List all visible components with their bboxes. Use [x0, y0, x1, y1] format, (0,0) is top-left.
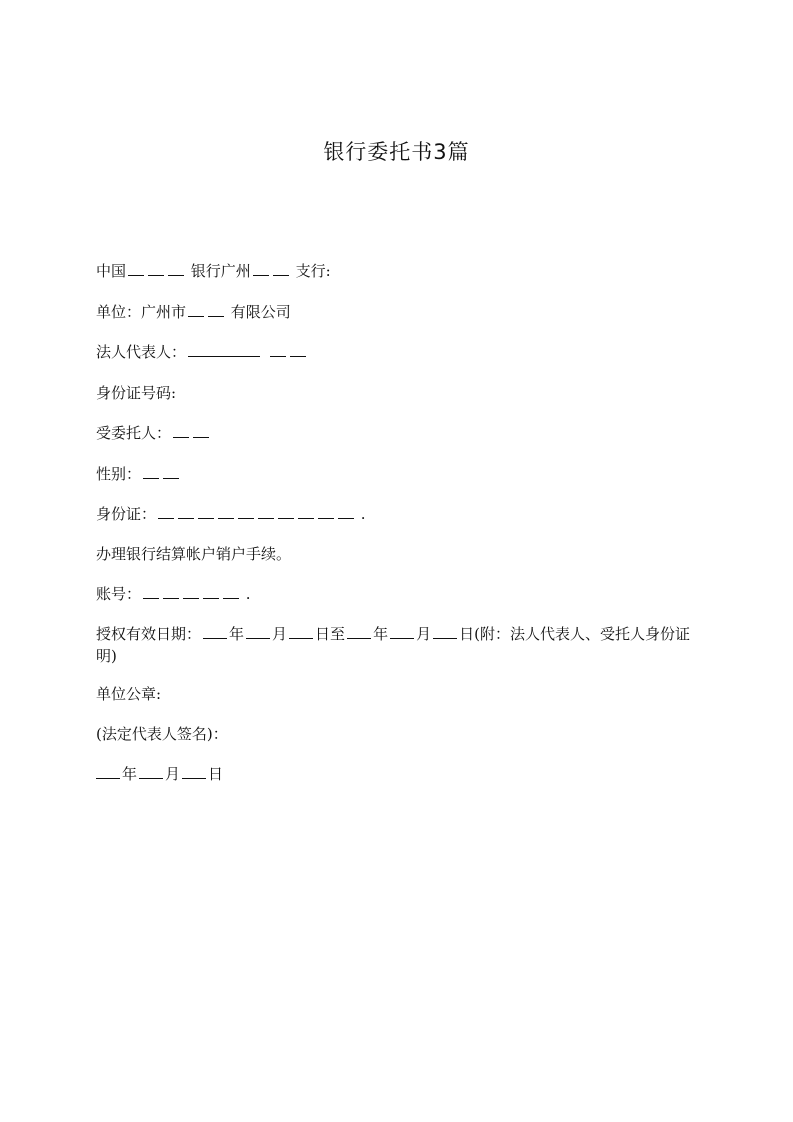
bank-sub-branch-label: 支行: — [295, 262, 331, 280]
legal-rep-label: 法人代表人： — [96, 343, 187, 361]
blank-field[interactable] — [182, 764, 206, 779]
blank-field[interactable] — [193, 423, 209, 438]
account-end: . — [245, 585, 251, 603]
legal-rep-line — [96, 341, 706, 363]
gender-label: 性别： — [96, 465, 142, 483]
id-number-line — [96, 382, 706, 404]
blank-field[interactable] — [183, 584, 199, 599]
blank-field[interactable] — [238, 504, 254, 519]
blank-field[interactable] — [139, 764, 163, 779]
blank-field[interactable] — [163, 584, 179, 599]
blank-field[interactable] — [173, 423, 189, 438]
trustee-label: 受委托人： — [96, 424, 172, 442]
day-end-label: 日(附：法人代表人、受托人身份证明) — [96, 625, 690, 665]
blank-field[interactable] — [273, 261, 289, 276]
blank-field[interactable] — [203, 584, 219, 599]
bank-prefix: 中国 — [96, 262, 127, 280]
id-card-end: . — [360, 505, 366, 523]
blank-field[interactable] — [208, 302, 224, 317]
blank-field[interactable] — [318, 504, 334, 519]
date-month-label: 月 — [165, 765, 181, 783]
blank-field[interactable] — [278, 504, 294, 519]
id-number-label: 身份证号码: — [96, 384, 177, 402]
blank-field[interactable] — [188, 302, 204, 317]
blank-field[interactable] — [143, 464, 159, 479]
blank-field[interactable] — [338, 504, 354, 519]
blank-field[interactable] — [253, 261, 269, 276]
blank-field[interactable] — [143, 584, 159, 599]
date-line — [96, 763, 706, 785]
blank-field[interactable] — [298, 504, 314, 519]
signature-label: (法定代表人签名)： — [96, 725, 228, 743]
blank-field[interactable] — [390, 624, 414, 639]
account-label: 账号： — [96, 585, 142, 603]
id-card-line — [96, 503, 706, 525]
blank-field[interactable] — [347, 624, 371, 639]
blank-field[interactable] — [223, 584, 239, 599]
seal-line — [96, 683, 706, 705]
blank-field[interactable] — [198, 504, 214, 519]
signature-line — [96, 723, 706, 745]
date-day-label: 日 — [208, 765, 224, 783]
month-label: 月 — [272, 625, 288, 643]
business-text: 办理银行结算帐户销户手续。 — [96, 545, 292, 563]
blank-field[interactable] — [433, 624, 457, 639]
blank-field[interactable] — [270, 342, 286, 357]
id-card-label: 身份证： — [96, 505, 157, 523]
blank-field[interactable] — [289, 624, 313, 639]
date-year-label: 年 — [122, 765, 138, 783]
month-label-2: 月 — [416, 625, 432, 643]
blank-field[interactable] — [203, 624, 227, 639]
business-line — [96, 543, 706, 565]
trustee-line — [96, 422, 706, 444]
blank-field[interactable] — [163, 464, 179, 479]
validity-line — [96, 623, 706, 667]
blank-field[interactable] — [168, 261, 184, 276]
blank-field[interactable] — [258, 504, 274, 519]
blank-field[interactable] — [218, 504, 234, 519]
page-title: 银行委托书3篇 — [323, 140, 470, 164]
blank-field[interactable] — [246, 624, 270, 639]
blank-field[interactable] — [290, 342, 306, 357]
gender-line — [96, 463, 706, 485]
day-to-label: 日至 — [315, 625, 346, 643]
blank-field[interactable] — [178, 504, 194, 519]
validity-label: 授权有效日期： — [96, 625, 202, 643]
bank-line — [96, 260, 706, 282]
year-label: 年 — [229, 625, 245, 643]
blank-field[interactable] — [158, 504, 174, 519]
unit-line — [96, 301, 706, 323]
unit-suffix: 有限公司 — [230, 303, 291, 321]
year-label-2: 年 — [373, 625, 389, 643]
blank-field[interactable] — [188, 342, 260, 357]
blank-field[interactable] — [128, 261, 144, 276]
unit-prefix: 单位：广州市 — [96, 303, 187, 321]
blank-field[interactable] — [148, 261, 164, 276]
blank-field[interactable] — [96, 764, 120, 779]
bank-branch-label: 银行广州 — [190, 262, 251, 280]
seal-label: 单位公章: — [96, 685, 162, 703]
account-line — [96, 583, 706, 605]
